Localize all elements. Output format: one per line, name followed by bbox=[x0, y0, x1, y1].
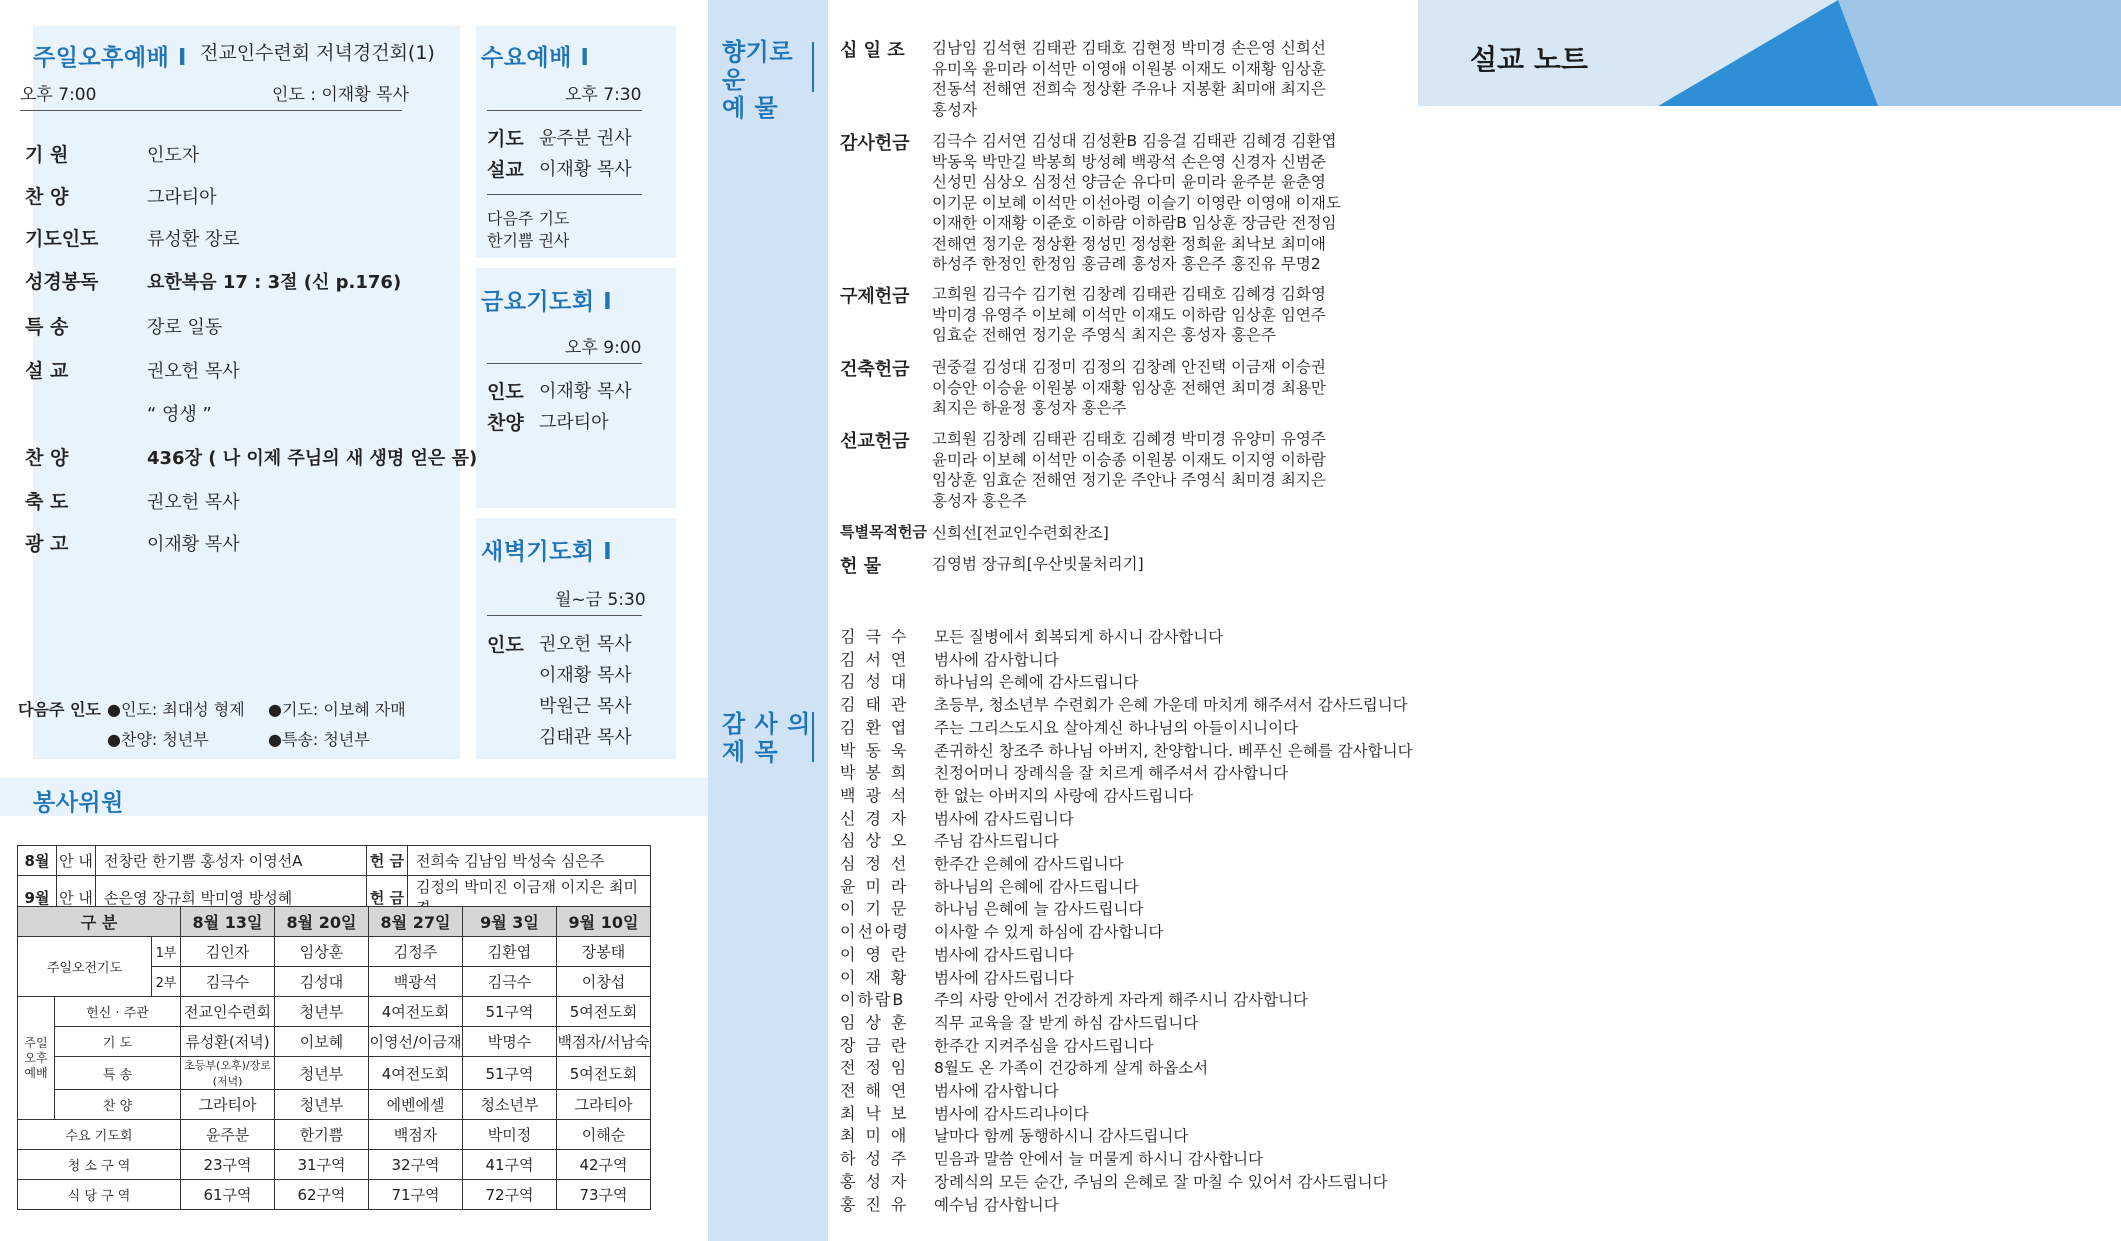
schedule-cell: 42구역 bbox=[557, 1150, 651, 1180]
schedule-cell: 류성환(저녁) bbox=[181, 1027, 275, 1057]
schedule-cell: 4여전도회 bbox=[369, 1057, 463, 1090]
wednesday-next-value: 한기쁨 권사 bbox=[487, 231, 570, 250]
schedule-cell: 41구역 bbox=[463, 1150, 557, 1180]
schedule-row bbox=[18, 1090, 651, 1120]
schedule-cell: 71구역 bbox=[369, 1180, 463, 1210]
thanks-text: 모든 질병에서 회복되게 하시니 감사합니다 bbox=[934, 628, 1224, 646]
sunday-row-value: 그라티아 bbox=[147, 187, 217, 208]
sunday-row-value: 이재황 목사 bbox=[147, 534, 240, 555]
thanks-text: 하나님 은혜에 늘 감사드립니다 bbox=[934, 900, 1144, 919]
thanks-text: 예수님 감사합니다 bbox=[934, 1195, 1059, 1214]
sunday-divider bbox=[20, 110, 402, 111]
offerings-side-title bbox=[722, 38, 812, 122]
dawn-title: 새벽기도회 I bbox=[481, 539, 613, 565]
thanks-name: 김환엽 bbox=[840, 717, 917, 737]
thanks-name: 김서연 bbox=[840, 649, 917, 669]
volunteer-schedule-table bbox=[17, 906, 651, 1210]
thanks-name: 최낙보 bbox=[840, 1103, 917, 1123]
thanks-side-bar bbox=[812, 712, 814, 762]
header-cell: 9월 3일 bbox=[463, 907, 557, 937]
thanks-text: 이사할 수 있게 하심에 감사합니다 bbox=[934, 923, 1164, 942]
group-label: 주일오전기도 bbox=[18, 937, 152, 997]
thanks-text: 범사에 감사합니다 bbox=[934, 650, 1059, 669]
schedule-row bbox=[18, 1120, 651, 1150]
group-label: 주일 오후 예배 bbox=[18, 997, 55, 1120]
thanks-name: 김성대 bbox=[840, 672, 917, 692]
schedule-cell: 김극수 bbox=[181, 967, 275, 997]
friday-title: 금요기도회 I bbox=[481, 289, 613, 315]
notes-banner bbox=[1418, 0, 2121, 106]
sunday-row-label: 성경봉독 bbox=[25, 271, 99, 293]
side-strip bbox=[708, 0, 828, 1241]
wednesday-row-value: 이재황 목사 bbox=[539, 159, 632, 180]
thanks-name: 심상오 bbox=[840, 831, 917, 851]
thanks-name: 최미애 bbox=[840, 1126, 917, 1146]
friday-row-value: 그라티아 bbox=[539, 412, 609, 433]
schedule-row bbox=[18, 1180, 651, 1210]
schedule-row bbox=[18, 1057, 651, 1090]
thanks-name: 전해연 bbox=[840, 1081, 917, 1100]
guide-names: 전창란 한기쁨 홍성자 이영선A bbox=[96, 846, 367, 876]
dawn-time: 월~금 5:30 bbox=[555, 590, 646, 610]
schedule-row bbox=[18, 997, 651, 1027]
row-label: 수요 기도회 bbox=[18, 1120, 181, 1150]
sunday-panel bbox=[33, 26, 460, 759]
thanks-text: 존귀하신 창조주 하나님 아버지, 찬양합니다. 베푸신 은혜를 감사합니다 bbox=[934, 741, 1413, 760]
offering-names: 김극수 김서연 김성대 김성환B 김응걸 김태관 김혜경 김환엽 박동욱 박만길 박봉희 방성혜 백광석 손은영 신경자 신범준 신성민 심상오 심정선 양금순 유다미 윤미라 윤주분 윤춘영 이기문 이보혜 이석만 이선아령 이슬기 이영란 이영애 이재도 이재한 이재황 이준호 이하람 이하람B 임상훈 장금란 전정임 전해연 정기운 정상환 정성민 정성환 정희윤 최낙보 최미애 하성주 한정인 한정임 홍금례 홍성자 홍은주 홍진유 무명2 bbox=[932, 132, 1341, 273]
schedule-row bbox=[18, 1150, 651, 1180]
schedule-header-row bbox=[18, 907, 651, 937]
month-cell: 9월 bbox=[18, 876, 57, 919]
schedule-cell: 62구역 bbox=[275, 1180, 369, 1210]
thanks-name: 이선아령 bbox=[840, 922, 910, 942]
thanks-text: 초등부, 청소년부 수련회가 은혜 가운데 마치게 해주셔서 감사드립니다 bbox=[934, 696, 1408, 715]
sunday-title: 주일오후예배 I bbox=[33, 45, 187, 71]
thanks-name: 심정선 bbox=[840, 854, 917, 873]
thanks-name: 김태관 bbox=[840, 695, 917, 715]
notes-title: 설교 노트 bbox=[1470, 43, 1588, 76]
month-cell: 8월 bbox=[18, 846, 57, 876]
next-week-item: ●특송: 청년부 bbox=[268, 730, 370, 749]
schedule-cell: 청소년부 bbox=[463, 1090, 557, 1120]
schedule-row bbox=[18, 1027, 651, 1057]
sunday-row-value: 436장 ( 나 이제 주님의 새 생명 얻은 몸) bbox=[147, 448, 478, 469]
sub-label: 2부 bbox=[152, 967, 181, 997]
wednesday-title: 수요예배 I bbox=[481, 45, 590, 71]
offering-label: 헌 물 bbox=[840, 556, 882, 577]
sunday-row-value: 장로 일동 bbox=[147, 317, 223, 338]
dawn-leader: 권오헌 목사 bbox=[539, 634, 632, 655]
friday-row-value: 이재황 목사 bbox=[539, 381, 632, 402]
schedule-cell: 임상훈 bbox=[275, 937, 369, 967]
schedule-cell: 청년부 bbox=[275, 997, 369, 1027]
thanks-text: 범사에 감사드립니다 bbox=[934, 809, 1074, 828]
sub-label: 특 송 bbox=[55, 1057, 181, 1090]
offerings-side-bar bbox=[812, 42, 814, 92]
thanks-name: 홍성자 bbox=[840, 1171, 917, 1191]
thanks-text: 주는 그리스도시요 살아계신 하나님의 아들이시니이다 bbox=[934, 718, 1299, 737]
offering-names: 고희원 김극수 김기현 김창례 김태관 김태호 김혜경 김화영 박미경 유영주 이보혜 이석만 이재도 이하람 임상훈 임연주 임효순 전해연 정기운 주영식 최지은 홍성자 홍은주 bbox=[932, 285, 1326, 344]
thanks-name: 이영란 bbox=[840, 944, 917, 964]
schedule-cell: 장봉태 bbox=[557, 937, 651, 967]
sunday-row-value: 요한복음 17 : 3절 (신 p.176) bbox=[147, 272, 402, 293]
schedule-cell: 청년부 bbox=[275, 1090, 369, 1120]
schedule-cell: 5여전도회 bbox=[557, 1057, 651, 1090]
schedule-cell: 백광석 bbox=[369, 967, 463, 997]
thanks-name: 백광석 bbox=[840, 785, 917, 805]
sub-label: 1부 bbox=[152, 937, 181, 967]
dawn-divider bbox=[487, 615, 642, 616]
sunday-row-label: 기 원 bbox=[25, 144, 69, 166]
schedule-cell: 김환엽 bbox=[463, 937, 557, 967]
sunday-time: 오후 7:00 bbox=[20, 85, 97, 105]
thanks-text: 친정어머니 장례식을 잘 치르게 해주셔서 감사합니다 bbox=[934, 764, 1289, 783]
schedule-cell: 한기쁨 bbox=[275, 1120, 369, 1150]
schedule-cell: 박명수 bbox=[463, 1027, 557, 1057]
schedule-cell: 박미정 bbox=[463, 1120, 557, 1150]
schedule-cell: 31구역 bbox=[275, 1150, 369, 1180]
guide-label: 안 내 bbox=[57, 846, 96, 876]
schedule-cell: 김극수 bbox=[463, 967, 557, 997]
sunday-row-label: 설 교 bbox=[25, 360, 69, 382]
thanks-text: 믿음과 말씀 안에서 늘 머물게 하시니 감사합니다 bbox=[934, 1150, 1264, 1169]
friday-divider bbox=[487, 363, 642, 364]
thanks-text: 범사에 감사합니다 bbox=[934, 1082, 1059, 1100]
thanks-name: 임상훈 bbox=[840, 1012, 917, 1032]
schedule-cell: 에벤에셀 bbox=[369, 1090, 463, 1120]
thanks-name: 신경자 bbox=[840, 808, 917, 828]
offering-names: 권중걸 김성대 김정미 김정의 김창례 안진택 이금재 이승권 이승안 이승윤 이원봉 이재황 임상훈 전해연 최미경 최용만 최지은 하윤정 홍성자 홍은주 bbox=[932, 358, 1326, 417]
offering-label: 선교헌금 bbox=[840, 431, 910, 452]
sub-label: 찬 양 bbox=[55, 1090, 181, 1120]
thanks-text: 하나님의 은혜에 감사드립니다 bbox=[934, 877, 1139, 896]
wednesday-divider-2 bbox=[487, 194, 642, 195]
sunday-row-value: 인도자 bbox=[147, 145, 200, 166]
schedule-cell: 72구역 bbox=[463, 1180, 557, 1210]
dawn-leader: 김태관 목사 bbox=[539, 727, 632, 748]
sub-label: 헌신 · 주관 bbox=[55, 997, 181, 1027]
sunday-row-label: 축 도 bbox=[25, 491, 69, 513]
friday-row-label: 찬양 bbox=[487, 412, 524, 434]
offering-names: 전희숙 김남임 박성숙 심은주 bbox=[408, 846, 651, 876]
thanks-text: 범사에 감사드리나이다 bbox=[934, 1104, 1089, 1123]
sunday-row-value: 류성환 장로 bbox=[147, 229, 240, 250]
offering-label: 헌 금 bbox=[367, 846, 408, 876]
header-cell: 8월 13일 bbox=[181, 907, 275, 937]
friday-row-label: 인도 bbox=[487, 381, 524, 403]
schedule-cell: 73구역 bbox=[557, 1180, 651, 1210]
thanks-name: 전정임 bbox=[840, 1058, 917, 1078]
offerings-side-title-line1: 향기로운 bbox=[722, 38, 794, 94]
offerings-side-title-line2: 예 물 bbox=[722, 94, 779, 122]
schedule-cell: 5여전도회 bbox=[557, 997, 651, 1027]
schedule-cell: 51구역 bbox=[463, 997, 557, 1027]
row-label: 식 당 구 역 bbox=[18, 1180, 181, 1210]
schedule-cell: 김정주 bbox=[369, 937, 463, 967]
schedule-cell: 김인자 bbox=[181, 937, 275, 967]
schedule-cell: 23구역 bbox=[181, 1150, 275, 1180]
schedule-cell: 청년부 bbox=[275, 1057, 369, 1090]
thanks-text: 장례식의 모든 순간, 주님의 은혜로 잘 마칠 수 있어서 감사드립니다 bbox=[934, 1172, 1388, 1191]
wednesday-row-label: 기도 bbox=[487, 128, 524, 150]
next-week-item: ●찬양: 청년부 bbox=[107, 730, 209, 749]
thanks-text: 날마다 함께 동행하시니 감사드립니다 bbox=[934, 1127, 1189, 1146]
wednesday-divider bbox=[487, 110, 642, 111]
sunday-row-label: 찬 양 bbox=[25, 186, 69, 208]
sunday-row-value: “ 영생 ” bbox=[147, 404, 212, 425]
offering-label: 십 일 조 bbox=[840, 40, 905, 61]
schedule-cell: 백점자 bbox=[369, 1120, 463, 1150]
offering-names: 김영범 장규희[우산빗물처리기] bbox=[932, 555, 1144, 573]
sunday-subtitle: 전교인수련회 저녁경건회(1) bbox=[200, 42, 435, 64]
offering-label: 건축헌금 bbox=[840, 359, 910, 380]
dawn-leader: 이재황 목사 bbox=[539, 665, 632, 686]
offering-names: 김남임 김석현 김태관 김태호 김현정 박미경 손은영 신희선 유미옥 윤미라 이석만 이영애 이원봉 이재도 이재황 임상훈 전동석 전해연 전희숙 정상환 주유나 지봉환 최미애 최지은 홍성자 bbox=[932, 39, 1326, 119]
header-cell: 구 분 bbox=[18, 907, 181, 937]
schedule-cell: 51구역 bbox=[463, 1057, 557, 1090]
sunday-row-label: 기도인도 bbox=[25, 228, 99, 250]
header-cell: 9월 10일 bbox=[557, 907, 651, 937]
schedule-cell: 윤주분 bbox=[181, 1120, 275, 1150]
sunday-row-label: 찬 양 bbox=[25, 447, 69, 469]
offering-label: 헌 금 bbox=[367, 876, 408, 919]
header-cell: 8월 20일 bbox=[275, 907, 369, 937]
thanks-name: 하성주 bbox=[840, 1149, 917, 1169]
thanks-text: 한주간 지켜주심을 감사드립니다 bbox=[934, 1036, 1154, 1055]
thanks-name: 이기문 bbox=[840, 899, 917, 919]
offering-label: 특별목적헌금 bbox=[840, 523, 927, 541]
sunday-row-value: 권오헌 목사 bbox=[147, 361, 240, 382]
next-week-item: ●인도: 최대성 형제 bbox=[107, 700, 245, 719]
thanks-name: 박봉희 bbox=[840, 763, 917, 783]
thanks-text: 주의 사랑 안에서 건강하게 자라게 해주시니 감사합니다 bbox=[934, 991, 1308, 1010]
guide-names: 손은영 장규희 박미영 방성혜 bbox=[96, 876, 367, 919]
thanks-side-title bbox=[722, 710, 812, 766]
next-week-item: ●기도: 이보혜 자매 bbox=[268, 700, 406, 719]
thanks-name: 윤미라 bbox=[840, 876, 917, 896]
thanks-name: 이재황 bbox=[840, 967, 917, 987]
schedule-cell: 4여전도회 bbox=[369, 997, 463, 1027]
wednesday-row-value: 윤주분 권사 bbox=[539, 128, 632, 149]
thanks-text: 하나님의 은혜에 감사드립니다 bbox=[934, 673, 1139, 692]
thanks-text: 범사에 감사드립니다 bbox=[934, 968, 1074, 987]
thanks-name: 장금란 bbox=[840, 1035, 917, 1055]
sunday-row-label: 광 고 bbox=[25, 533, 69, 555]
month-row bbox=[18, 846, 651, 876]
thanks-name: 이하람B bbox=[840, 990, 906, 1010]
schedule-cell: 이창섭 bbox=[557, 967, 651, 997]
thanks-name: 홍진유 bbox=[840, 1194, 917, 1214]
guide-label: 안 내 bbox=[57, 876, 96, 919]
sub-label: 기 도 bbox=[55, 1027, 181, 1057]
schedule-cell: 김성대 bbox=[275, 967, 369, 997]
thanks-text: 범사에 감사드립니다 bbox=[934, 945, 1074, 964]
schedule-cell: 그라티아 bbox=[557, 1090, 651, 1120]
thanks-text: 한 없는 아버지의 사랑에 감사드립니다 bbox=[934, 786, 1194, 805]
header-cell: 8월 27일 bbox=[369, 907, 463, 937]
thanks-text: 한주간 은혜에 감사드립니다 bbox=[934, 855, 1124, 873]
row-label: 청 소 구 역 bbox=[18, 1150, 181, 1180]
thanks-side-title-line2: 제 목 bbox=[722, 738, 779, 766]
schedule-cell: 이보혜 bbox=[275, 1027, 369, 1057]
schedule-cell: 이영선/이금재 bbox=[369, 1027, 463, 1057]
thanks-text: 8월도 온 가족이 건강하게 살게 하옵소서 bbox=[934, 1059, 1209, 1078]
schedule-cell: 32구역 bbox=[369, 1150, 463, 1180]
wednesday-next-label: 다음주 기도 bbox=[487, 209, 570, 228]
thanks-side-title-line1: 감 사 의 bbox=[722, 710, 811, 738]
sunday-leader: 인도 : 이재황 목사 bbox=[272, 85, 409, 105]
wednesday-time: 오후 7:30 bbox=[565, 85, 642, 105]
schedule-cell: 전교인수련회 bbox=[181, 997, 275, 1027]
offering-label: 구제헌금 bbox=[840, 286, 910, 307]
schedule-cell: 초등부(오후)/장로(저녁) bbox=[181, 1057, 275, 1090]
schedule-row bbox=[18, 937, 651, 967]
dawn-label: 인도 bbox=[487, 634, 524, 656]
thanks-text: 주님 감사드립니다 bbox=[934, 832, 1059, 851]
offering-label: 감사헌금 bbox=[840, 133, 910, 154]
next-week-label: 다음주 인도 bbox=[18, 700, 101, 719]
sunday-row-label: 특 송 bbox=[25, 316, 69, 338]
thanks-name: 박동욱 bbox=[840, 740, 917, 760]
thanks-text: 직무 교육을 잘 받게 하심 감사드립니다 bbox=[934, 1013, 1199, 1032]
offering-names: 신희선[전교인수련회찬조] bbox=[932, 524, 1109, 542]
dawn-leader: 박원근 목사 bbox=[539, 696, 632, 717]
wednesday-row-label: 설교 bbox=[487, 159, 524, 181]
sunday-row-value: 권오헌 목사 bbox=[147, 492, 240, 513]
schedule-cell: 그라티아 bbox=[181, 1090, 275, 1120]
friday-time: 오후 9:00 bbox=[565, 338, 642, 358]
thanks-name: 김극수 bbox=[840, 627, 917, 646]
schedule-cell: 백점자/서남숙 bbox=[557, 1027, 651, 1057]
volunteers-title: 봉사위원 bbox=[33, 790, 124, 816]
schedule-cell: 이해순 bbox=[557, 1120, 651, 1150]
schedule-cell: 61구역 bbox=[181, 1180, 275, 1210]
offering-names: 김정의 박미진 이금재 이지은 최미 bbox=[408, 876, 651, 919]
offering-names: 고희원 김창례 김태관 김태호 김혜경 박미경 유양미 유영주 윤미라 이보혜 이석만 이승종 이원봉 이재도 이지영 이하람 임상훈 임효순 전해연 정기운 주안나 주영식 최미경 최지은 홍성자 홍은주 bbox=[932, 430, 1326, 510]
